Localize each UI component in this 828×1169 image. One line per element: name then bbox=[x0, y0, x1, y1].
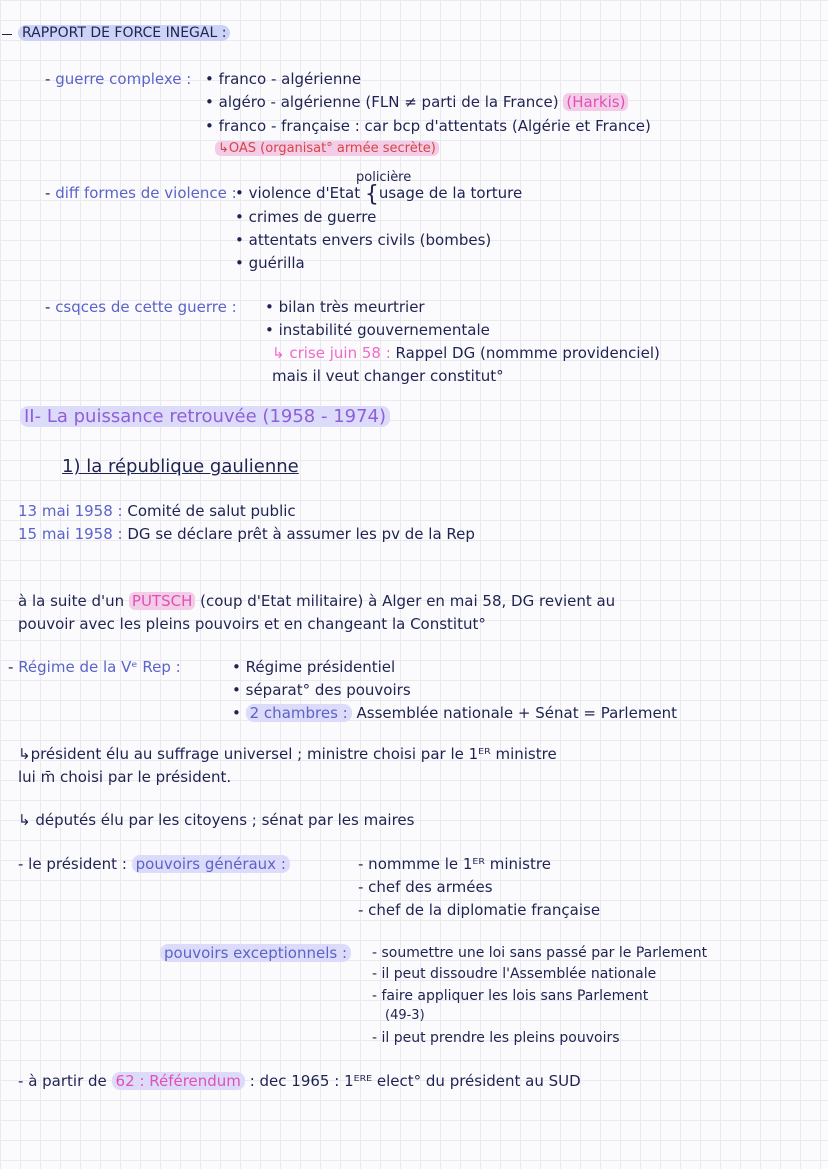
crise-text: Rappel DG (nommme providenciel) bbox=[395, 344, 660, 362]
date-1: 13 mai 1958 : bbox=[18, 502, 123, 520]
violence-etat: • violence d'Etat bbox=[235, 184, 360, 202]
referendum-highlight: 62 : Référendum bbox=[112, 1072, 245, 1090]
generaux-item-2: - chef des armées bbox=[358, 878, 493, 896]
dash-mark bbox=[2, 34, 12, 35]
chambres-row: • 2 chambres : Assemblée nationale + Sénat = Parlement bbox=[232, 704, 678, 722]
putsch-highlight: PUTSCH bbox=[129, 592, 195, 610]
guerre-item-2-row bbox=[205, 92, 628, 112]
violence-etat-row bbox=[235, 183, 522, 205]
regime-item-1: • Régime présidentiel bbox=[232, 657, 395, 677]
president-line-1: ↳président élu au suffrage universel ; ministre choisi par le 1ᴱᴿ ministre bbox=[18, 745, 557, 763]
generaux-item-3: - chef de la diplomatie française bbox=[358, 901, 601, 919]
regime-label: Régime de la Vᵉ Rep : bbox=[18, 658, 181, 676]
deputes-line: ↳ députés élu par les citoyens ; sénat par les maires bbox=[18, 811, 415, 829]
except-item-4: - il peut prendre les pleins pouvoirs bbox=[372, 1030, 620, 1046]
regime-label-row: - Régime de la Vᵉ Rep : bbox=[8, 658, 181, 676]
csqces-item-2: • instabilité gouvernementale bbox=[265, 320, 490, 340]
guerre-complexe-label-row: - guerre complexe : bbox=[45, 70, 192, 88]
generaux-label: pouvoirs généraux : bbox=[132, 855, 290, 873]
putsch-intro: à la suite d'un bbox=[18, 592, 125, 610]
csqces-label: csqces de cette guerre : bbox=[55, 298, 237, 316]
date-2: 15 mai 1958 : bbox=[18, 525, 123, 543]
section2-title-row bbox=[20, 407, 390, 427]
csqces-label-row: - csqces de cette guerre : bbox=[45, 298, 237, 316]
chambres-text: Assemblée nationale + Sénat = Parlement bbox=[356, 704, 678, 722]
president-label: - le président : bbox=[18, 855, 127, 873]
generaux-item-1: - nommme le 1ᴱᴿ ministre bbox=[358, 855, 551, 873]
section1-title-text: RAPPORT DE FORCE INEGAL : bbox=[18, 25, 230, 41]
brace-symbol: { bbox=[364, 182, 379, 207]
except-label: pouvoirs exceptionnels : bbox=[160, 944, 351, 962]
except-item-49-3: (49-3) bbox=[385, 1008, 425, 1023]
date-2-text: DG se déclare prêt à assumer les pv de la Rep bbox=[127, 525, 475, 543]
date-row-1 bbox=[18, 501, 296, 521]
referendum-intro: à partir de bbox=[28, 1072, 107, 1090]
section1-title bbox=[18, 23, 230, 43]
except-item-2: - il peut dissoudre l'Assemblée nationale bbox=[372, 966, 657, 982]
violence-label-row: - diff formes de violence : bbox=[45, 184, 237, 202]
except-item-3: - faire appliquer les lois sans Parlement bbox=[372, 988, 649, 1004]
oas-row bbox=[215, 139, 439, 159]
guerre-complexe-label: guerre complexe : bbox=[55, 70, 192, 88]
guerre-item-1: • franco - algérienne bbox=[205, 69, 361, 89]
section2-title: II- La puissance retrouvée (1958 - 1974) bbox=[20, 406, 390, 427]
harkis-highlight: (Harkis) bbox=[563, 93, 628, 111]
torture-text: usage de la torture bbox=[378, 184, 523, 202]
crise-text-2: mais il veut changer constitut° bbox=[272, 367, 504, 385]
referendum-row: - à partir de 62 : Référendum : dec 1965 : 1ᴱᴿᴱ elect° du président au SUD bbox=[18, 1072, 581, 1090]
except-item-1: - soumettre une loi sans passé par le Parlement bbox=[372, 945, 708, 961]
crise-row bbox=[272, 343, 660, 363]
violence-label: diff formes de violence : bbox=[55, 184, 237, 202]
president-label-row bbox=[18, 854, 290, 874]
section2-subtitle: 1) la république gaulienne bbox=[62, 456, 299, 477]
oas-note: ↳OAS (organisat° armée secrète) bbox=[215, 141, 439, 156]
guerre-item-3: • franco - française : car bcp d'attentats (Algérie et France) bbox=[205, 116, 651, 136]
president-line-2: lui m̄ choisi par le président. bbox=[18, 768, 232, 786]
violence-item-3: • guérilla bbox=[235, 253, 305, 273]
regime-item-2: • séparat° des pouvoirs bbox=[232, 680, 411, 700]
putsch-line-2: pouvoir avec les pleins pouvoirs et en changeant la Constitut° bbox=[18, 615, 486, 633]
except-label-row bbox=[160, 943, 351, 963]
violence-item-2: • attentats envers civils (bombes) bbox=[235, 230, 491, 250]
policiere-note: policière bbox=[356, 170, 412, 185]
date-row-2 bbox=[18, 524, 475, 544]
csqces-item-1: • bilan très meurtrier bbox=[265, 297, 425, 317]
putsch-line-1 bbox=[18, 591, 615, 611]
date-1-text: Comité de salut public bbox=[127, 502, 296, 520]
crise-label: ↳ crise juin 58 : bbox=[272, 344, 391, 362]
putsch-text: (coup d'Etat militaire) à Alger en mai 58, DG revient au bbox=[200, 592, 616, 610]
violence-item-1: • crimes de guerre bbox=[235, 207, 376, 227]
referendum-text: : dec 1965 : 1ᴱᴿᴱ elect° du président au SUD bbox=[249, 1072, 581, 1090]
guerre-item-2: • algéro - algérienne (FLN ≠ parti de la France) bbox=[205, 93, 559, 111]
chambres-label: 2 chambres : bbox=[246, 704, 352, 722]
